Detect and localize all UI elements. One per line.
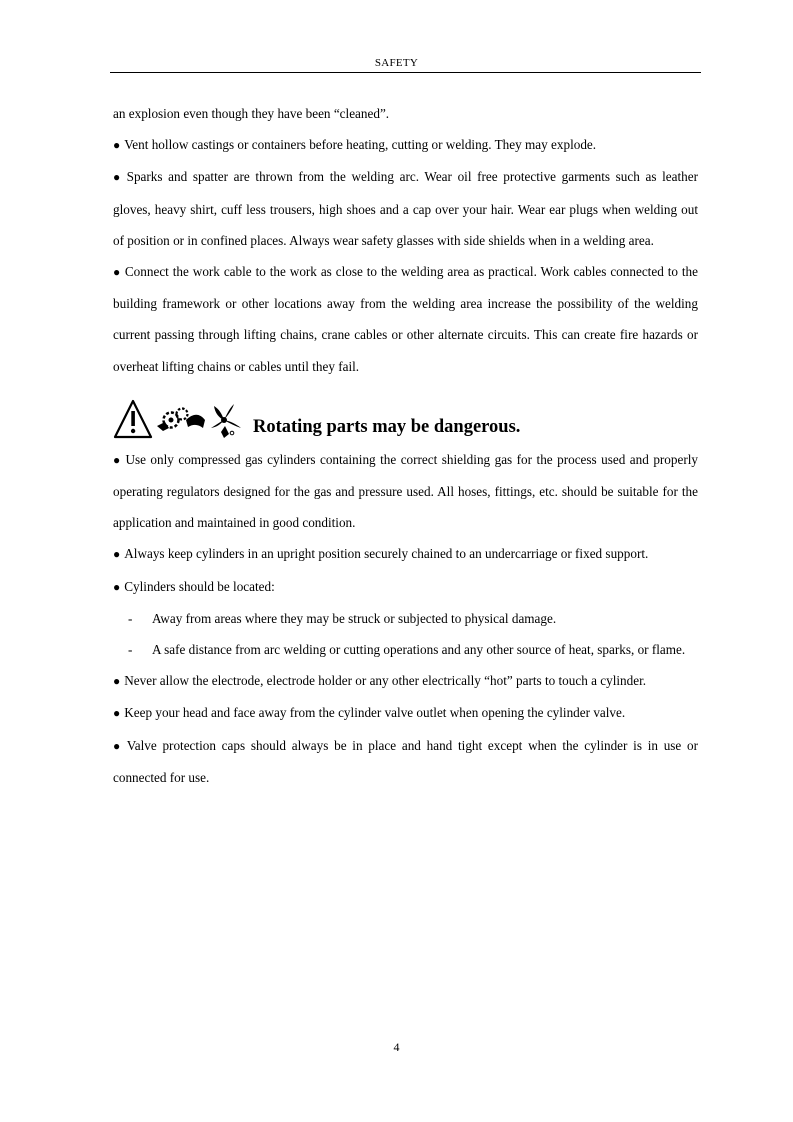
rotating-fan-hazard-icon [211, 404, 241, 438]
bullet-icon: ● [113, 738, 123, 753]
bullet-item: ● Valve protection caps should always be in place and hand tight except when the cylinder is in use or connected for use. [113, 737, 698, 785]
bullet-item: ● Keep your head and face away from the cylinder valve outlet when opening the cylinder valve. [113, 705, 626, 721]
hand-in-gears-icon [157, 408, 205, 431]
bullet-icon: ● [113, 265, 121, 280]
bullet-item: ● Sparks and spatter are thrown from the welding arc. Wear oil free protective garments such as leather gloves, heavy shirt, cuff less trousers, high shoes and a cap over your hair. Wear ear plugs when welding out of position or in confined places. Always wear safety glasses with side shields when in a welding area. [113, 169, 698, 248]
section-heading-row [113, 388, 698, 440]
dash-icon: - [128, 642, 133, 658]
section-heading: Rotating parts may be dangerous. [253, 416, 521, 437]
warning-triangle-icon [115, 401, 151, 437]
bullet-icon: ● [113, 170, 123, 185]
bullet-item: ● Cylinders should be located: [113, 578, 275, 594]
bullet-icon: ● [113, 547, 121, 562]
bullet-icon: ● [113, 706, 121, 721]
bullet-icon: ● [113, 579, 121, 594]
sub-list-item: - Away from areas where they may be struck or subjected to physical damage. [113, 603, 698, 634]
bullet-icon: ● [113, 452, 122, 467]
hazard-icons [113, 398, 253, 440]
page-header-title: SAFETY [374, 57, 419, 69]
bullet-item: ● Always keep cylinders in an upright position securely chained to an undercarriage or fixed support. [113, 546, 649, 562]
bullet-item: ● Never allow the electrode, electrode holder or any other electrically “hot” parts to touch a cylinder. [113, 673, 647, 689]
page-number: 4 [393, 1040, 400, 1054]
dash-icon: - [128, 610, 133, 626]
header-rule [110, 72, 701, 73]
paragraph: an explosion even though they have been “cleaned”. [113, 106, 390, 121]
sub-list-item: - A safe distance from arc welding or cutting operations and any other source of heat, sparks, or flame. [113, 634, 698, 665]
bullet-item: ● Use only compressed gas cylinders containing the correct shielding gas for the process used and properly operating regulators designed for the gas and pressure used. All hoses, fittings, etc. should be suitable for the application and maintained in good condition. [113, 451, 698, 531]
bullet-item: ● Vent hollow castings or containers before heating, cutting or welding. They may explode. [113, 137, 597, 153]
bullet-icon: ● [113, 674, 121, 689]
bullet-icon: ● [113, 138, 121, 153]
page-content [113, 98, 698, 793]
bullet-item: ● Connect the work cable to the work as close to the welding area as practical. Work cables connected to the building framework or other locations away from the welding area increase the possibility of the welding current passing through lifting chains, crane cables or other alternate circuits. This can create fire hazards or overheat lifting chains or cables until they fail. [113, 264, 699, 374]
